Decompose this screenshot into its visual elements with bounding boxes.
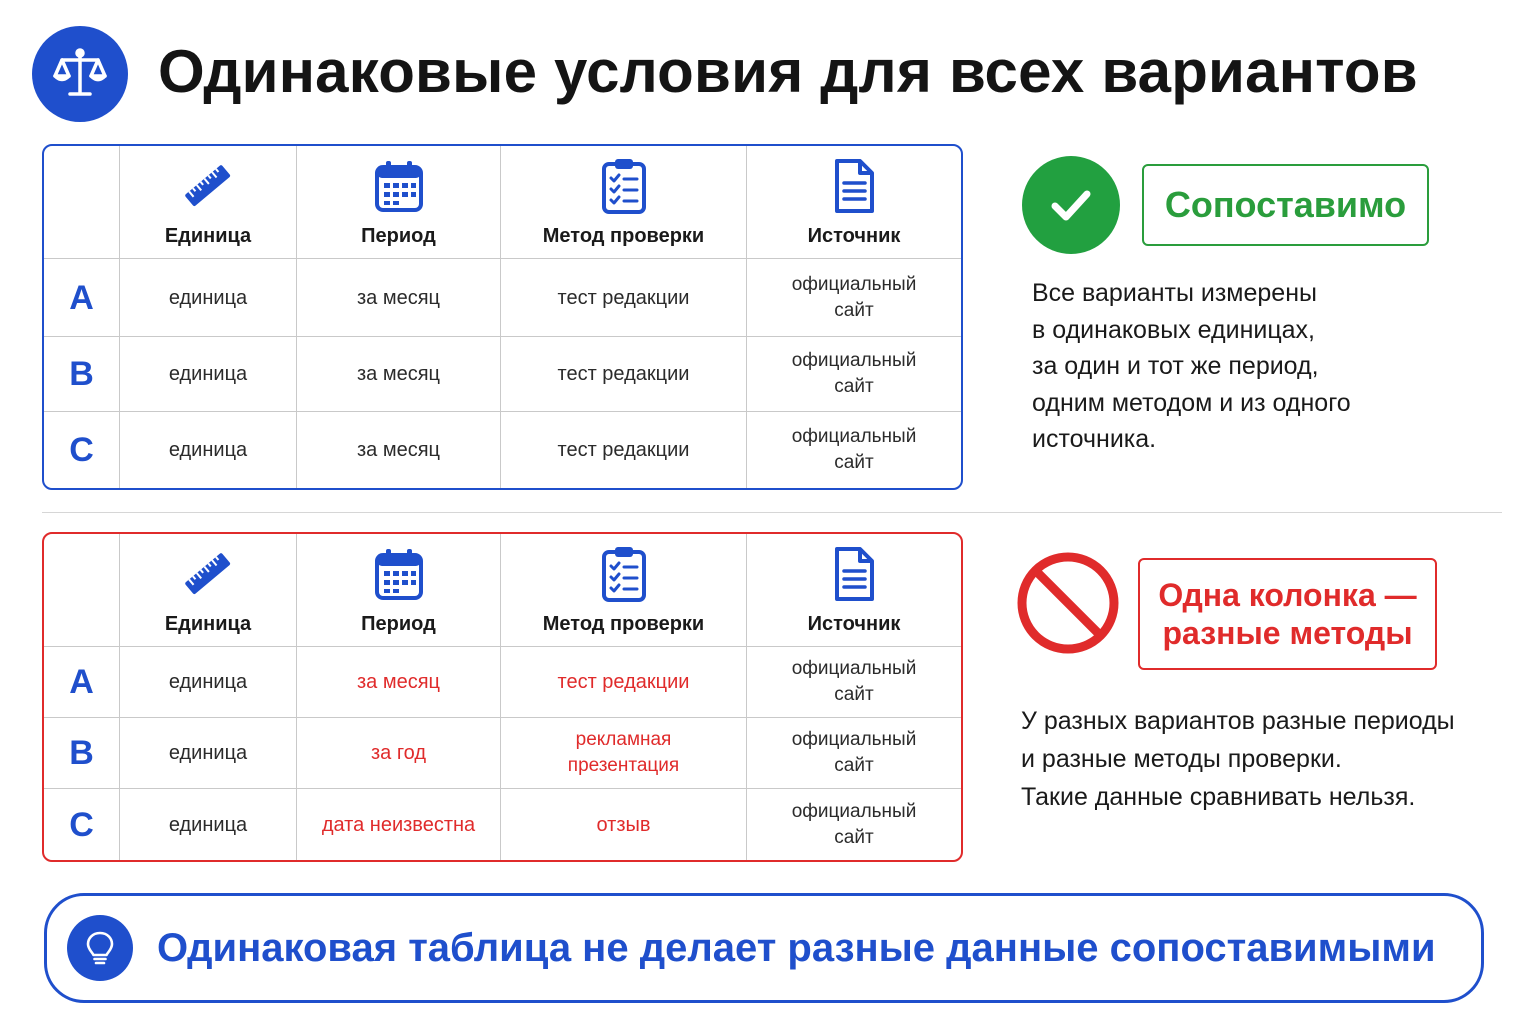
table-cell <box>297 647 501 718</box>
column-header <box>501 534 747 647</box>
column-header <box>120 534 297 647</box>
table-cell <box>297 259 501 337</box>
table-cell-text: за месяц <box>356 286 440 309</box>
incomparable-badge <box>1138 558 1437 670</box>
row-label: C <box>44 789 120 860</box>
column-header <box>747 146 961 259</box>
column-header <box>120 146 297 259</box>
table-cell-text: единица <box>168 671 248 693</box>
table-cell <box>120 789 297 860</box>
description-line: источника. <box>1032 425 1157 453</box>
table-cell <box>501 647 747 718</box>
table-cell-text: тест редакции <box>557 363 690 385</box>
corner-cell <box>44 534 120 647</box>
calendar-icon <box>373 156 425 216</box>
column-header <box>501 146 747 259</box>
table-cell <box>501 789 747 860</box>
description-line: и разные методы проверки. <box>1021 745 1342 773</box>
description-line: одним методом и из одного <box>1032 388 1351 417</box>
table-cell-text: официальный сайт <box>791 350 917 397</box>
table-cell-text: за год <box>370 742 427 764</box>
table-cell <box>297 718 501 789</box>
key-takeaway-banner <box>44 893 1484 1003</box>
incomparable-table <box>42 532 963 862</box>
row-label: B <box>44 337 120 412</box>
badge-line: Одна колонка — <box>1158 577 1417 613</box>
incomparable-description <box>1021 702 1455 816</box>
table-cell <box>120 412 297 488</box>
column-header-label: Единица <box>164 613 252 635</box>
table-cell-text: за месяц <box>356 439 440 461</box>
column-header-label: Источник <box>807 613 901 635</box>
section-divider <box>42 512 1502 513</box>
table-cell <box>120 718 297 789</box>
row-label: C <box>44 412 120 488</box>
row-label: B <box>44 718 120 789</box>
column-header-label: Источник <box>807 225 901 247</box>
description-line: в одинаковых единицах, <box>1032 315 1316 344</box>
ruler-icon <box>180 156 236 216</box>
comparable-badge: Сопоставимо <box>1142 164 1429 246</box>
description-line: Все варианты измерены <box>1032 279 1317 307</box>
table-cell <box>501 718 747 789</box>
description-line: за один и тот же период, <box>1032 352 1319 380</box>
ruler-icon <box>180 544 236 604</box>
badge-line: разные методы <box>1162 615 1413 651</box>
column-header <box>297 534 501 647</box>
table-cell <box>120 647 297 718</box>
table-cell <box>501 259 747 337</box>
row-label: A <box>44 647 120 718</box>
clipboard-checklist-icon <box>600 544 648 604</box>
table-cell-text: единица <box>168 439 248 461</box>
table-cell-text: официальный сайт <box>791 273 917 321</box>
table-cell-text: за месяц <box>356 671 440 693</box>
table-cell-text: единица <box>168 742 248 764</box>
table-cell <box>501 337 747 412</box>
corner-cell <box>44 146 120 259</box>
table-cell <box>120 337 297 412</box>
table-cell-text: официальный сайт <box>791 426 917 473</box>
table-cell-text: рекламная презентация <box>567 729 680 776</box>
table-cell <box>120 259 297 337</box>
table-cell-text: единица <box>168 286 248 309</box>
table-cell-text: тест редакции <box>557 671 690 693</box>
table-cell-text: дата неизвестна <box>321 813 476 836</box>
scales-icon <box>32 26 128 122</box>
description-line: У разных вариантов разные периоды <box>1021 707 1455 735</box>
table-cell-text: тест редакции <box>557 439 690 461</box>
table-cell <box>747 718 961 789</box>
key-takeaway-text: Одинаковая таблица не делает разные данные сопоставимыми <box>157 925 1436 970</box>
comparable-table <box>42 144 963 490</box>
table-cell <box>297 789 501 860</box>
document-icon <box>832 156 876 216</box>
column-header-label: Период <box>361 225 436 247</box>
table-cell-text: единица <box>168 363 248 385</box>
page-title: Одинаковые условия для всех вариантов <box>158 38 1418 105</box>
column-header <box>747 534 961 647</box>
table-cell <box>747 337 961 412</box>
table-cell-text: за месяц <box>356 363 440 385</box>
column-header <box>297 146 501 259</box>
row-label: A <box>44 259 120 337</box>
table-cell-text: отзыв <box>596 813 651 836</box>
table-cell <box>297 337 501 412</box>
table-cell <box>747 259 961 337</box>
table-cell <box>501 412 747 488</box>
clipboard-checklist-icon <box>600 156 648 216</box>
column-header-label: Период <box>361 613 436 635</box>
table-cell <box>297 412 501 488</box>
table-cell-text: официальный сайт <box>791 729 917 776</box>
lightbulb-icon <box>67 915 133 981</box>
prohibited-icon <box>1015 550 1121 656</box>
table-cell-text: официальный сайт <box>791 658 917 705</box>
table-cell-text: единица <box>168 813 248 836</box>
table-cell <box>747 647 961 718</box>
table-cell-text: официальный сайт <box>791 800 917 848</box>
calendar-icon <box>373 544 425 604</box>
table-cell-text: тест редакции <box>557 286 690 309</box>
comparable-description <box>1032 275 1351 458</box>
column-header-label: Метод проверки <box>542 225 705 247</box>
document-icon <box>832 544 876 604</box>
check-circle-icon <box>1022 156 1120 254</box>
table-cell <box>747 789 961 860</box>
table-cell <box>747 412 961 488</box>
description-line: Такие данные сравнивать нельзя. <box>1021 783 1416 811</box>
column-header-label: Единица <box>164 225 252 247</box>
column-header-label: Метод проверки <box>542 613 705 635</box>
